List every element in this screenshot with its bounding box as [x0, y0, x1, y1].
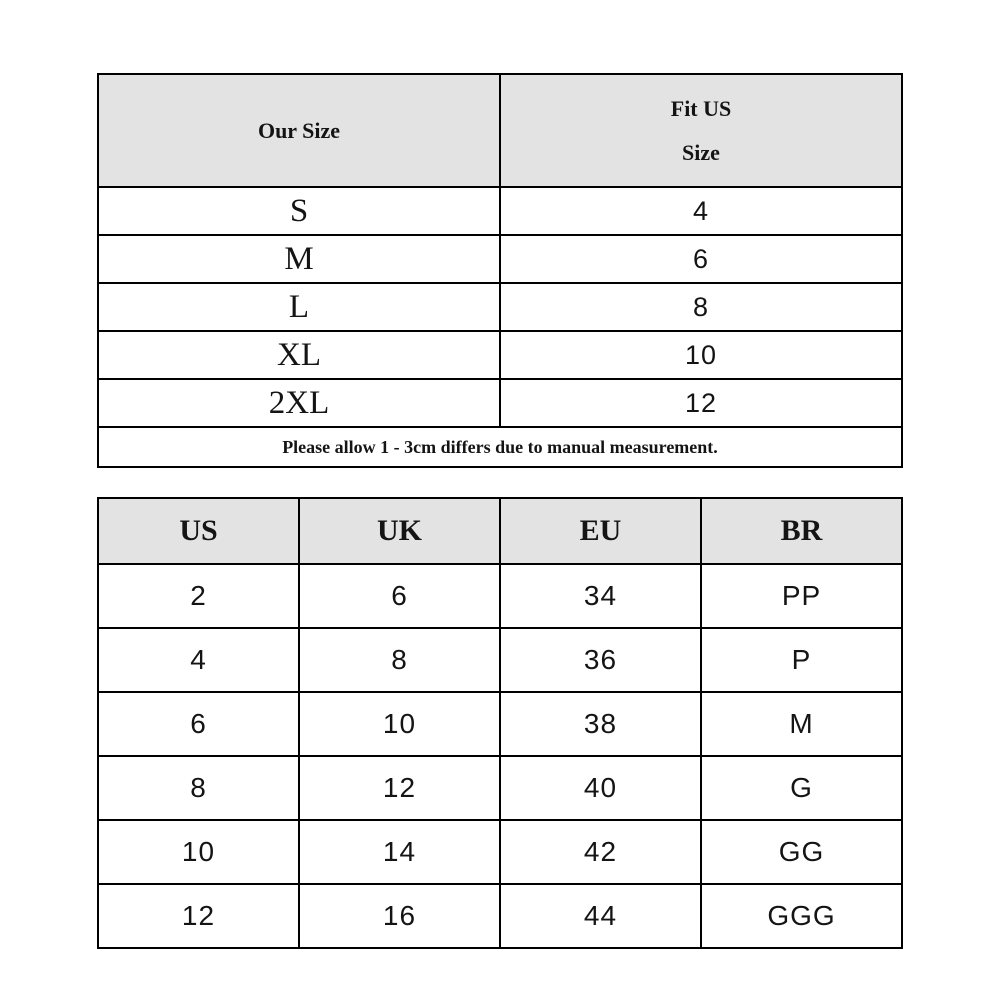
table-row	[98, 235, 902, 283]
fit-us-header-line2: Size	[682, 139, 720, 165]
fit-us-size-value: 10	[500, 331, 902, 379]
uk-size-value: 16	[299, 884, 500, 948]
table-row	[98, 756, 902, 820]
br-column-header: BR	[701, 498, 902, 564]
size-fit-table	[97, 73, 903, 468]
uk-size-value: 8	[299, 628, 500, 692]
uk-size-value: 6	[299, 564, 500, 628]
fit-us-size-column-header	[500, 74, 902, 187]
our-size-value: XL	[98, 331, 500, 379]
measurement-note-row	[98, 427, 902, 467]
eu-column-header: EU	[500, 498, 701, 564]
us-size-value: 4	[98, 628, 299, 692]
fit-us-size-value: 8	[500, 283, 902, 331]
us-size-value: 12	[98, 884, 299, 948]
our-size-value: L	[98, 283, 500, 331]
fit-us-size-value: 12	[500, 379, 902, 427]
eu-size-value: 36	[500, 628, 701, 692]
table-row	[98, 628, 902, 692]
uk-size-value: 12	[299, 756, 500, 820]
br-size-value: PP	[701, 564, 902, 628]
table-row	[98, 884, 902, 948]
international-size-table	[97, 497, 903, 949]
br-size-value: G	[701, 756, 902, 820]
table-row	[98, 283, 902, 331]
eu-size-value: 34	[500, 564, 701, 628]
eu-size-value: 40	[500, 756, 701, 820]
our-size-value: S	[98, 187, 500, 235]
our-size-value: 2XL	[98, 379, 500, 427]
table-row	[98, 331, 902, 379]
conversion-header-row	[98, 498, 902, 564]
uk-size-value: 10	[299, 692, 500, 756]
table-row	[98, 187, 902, 235]
br-size-value: M	[701, 692, 902, 756]
table-row	[98, 692, 902, 756]
eu-size-value: 42	[500, 820, 701, 884]
table-row	[98, 564, 902, 628]
us-size-value: 10	[98, 820, 299, 884]
fit-us-header-line1: Fit US	[670, 95, 732, 121]
table-row	[98, 379, 902, 427]
br-size-value: P	[701, 628, 902, 692]
us-size-value: 6	[98, 692, 299, 756]
measurement-note: Please allow 1 - 3cm differs due to manual measurement.	[98, 427, 902, 467]
uk-size-value: 14	[299, 820, 500, 884]
size-fit-header-row	[98, 74, 902, 187]
fit-us-size-value: 6	[500, 235, 902, 283]
our-size-value: M	[98, 235, 500, 283]
eu-size-value: 44	[500, 884, 701, 948]
us-column-header: US	[98, 498, 299, 564]
br-size-value: GGG	[701, 884, 902, 948]
br-size-value: GG	[701, 820, 902, 884]
eu-size-value: 38	[500, 692, 701, 756]
table-row	[98, 820, 902, 884]
our-size-column-header: Our Size	[98, 74, 500, 187]
us-size-value: 2	[98, 564, 299, 628]
us-size-value: 8	[98, 756, 299, 820]
fit-us-size-value: 4	[500, 187, 902, 235]
uk-column-header: UK	[299, 498, 500, 564]
